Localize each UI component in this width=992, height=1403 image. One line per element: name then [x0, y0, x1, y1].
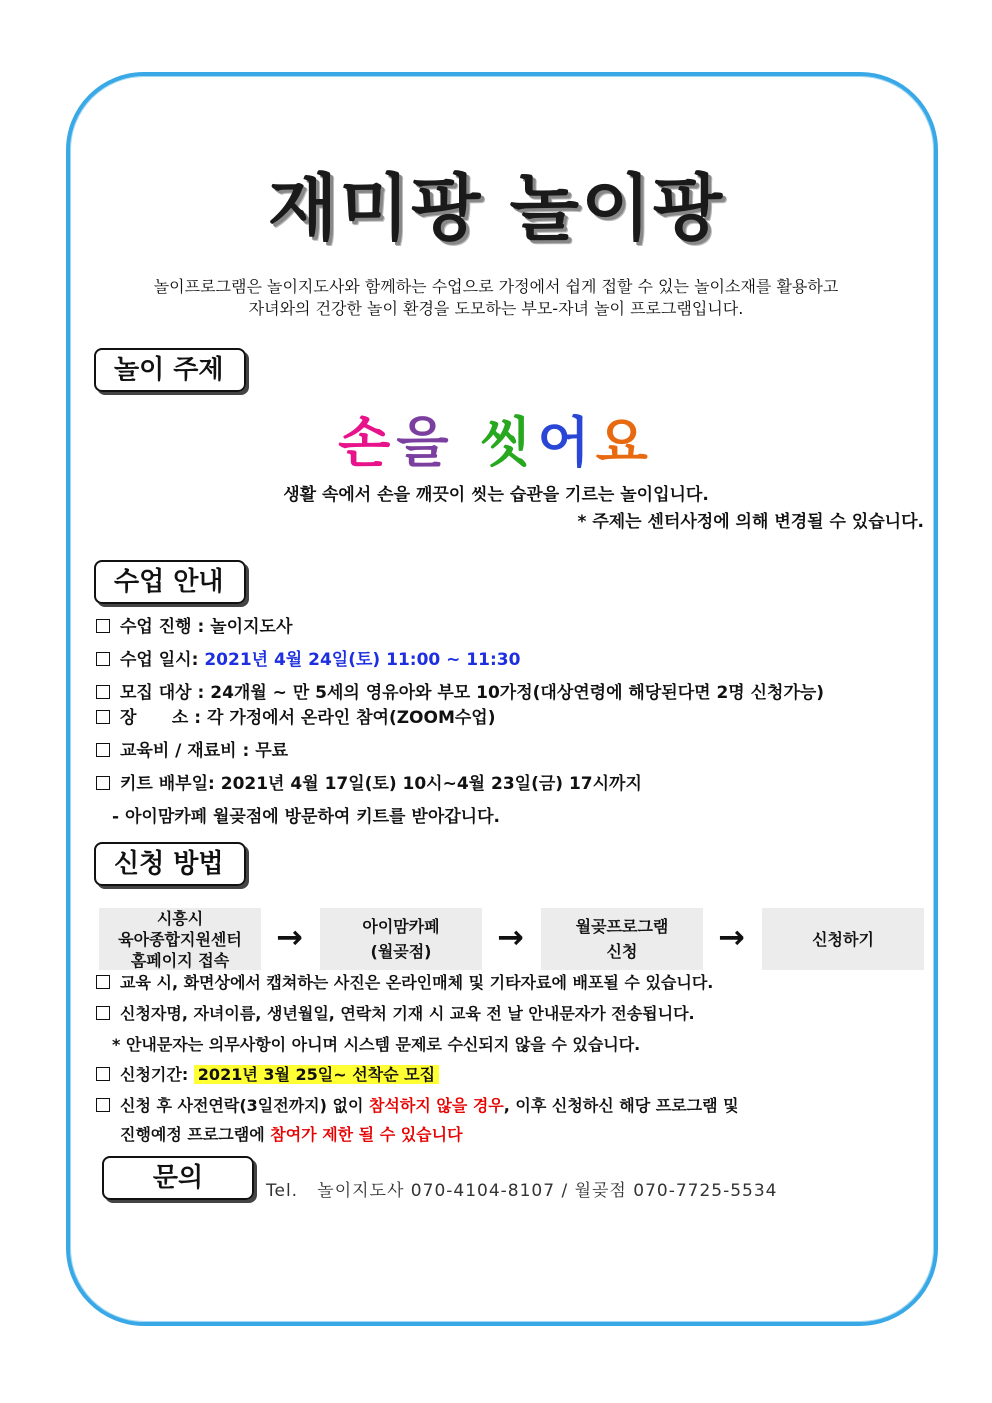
checkbox-icon: [96, 975, 110, 989]
intro-text: [0, 276, 992, 320]
apply-notice-photo: 교육 시, 화면상에서 캡쳐하는 사진은 온라인매체 및 기타자료에 배포될 수 있습니다.: [96, 972, 713, 994]
class-instructor: 수업 진행 : 놀이지도사: [96, 616, 292, 638]
theme-heading: 놀이 주제: [94, 348, 246, 392]
apply-warning-line-2: 진행예정 프로그램에 참여가 제한 될 수 있습니다: [120, 1125, 463, 1144]
class-target: 모집 대상 : 24개월 ~ 만 5세의 영유아와 부모 10가정(대상연령에 해당된다면 2명 신청가능): [96, 682, 824, 704]
checkbox-icon: [96, 710, 110, 724]
arrow-right-icon: →: [497, 918, 524, 956]
intro-line-1: 놀이프로그램은 놀이지도사와 함께하는 수업으로 가정에서 쉽게 접할 수 있는 놀이소재를 활용하고: [153, 277, 839, 296]
class-place: 장 소 : 각 가정에서 온라인 참여(ZOOM수업): [96, 707, 496, 729]
class-kit-note: - 아이맘카페 월곶점에 방문하여 키트를 받아갑니다.: [112, 807, 500, 827]
checkbox-icon: [96, 1098, 110, 1112]
theme-title-char-4: 어: [537, 411, 596, 474]
checkbox-icon: [96, 619, 110, 633]
checkbox-icon: [96, 652, 110, 666]
contact-heading: 문의: [102, 1156, 254, 1200]
theme-title-char-5: 요: [595, 411, 654, 474]
apply-step-3: 월곶프로그램 신청: [541, 908, 703, 970]
class-datetime: 수업 일시: 2021년 4월 24일(토) 11:00 ~ 11:30: [96, 649, 520, 671]
theme-title-char-2: 을: [396, 411, 455, 474]
checkbox-icon: [96, 776, 110, 790]
apply-notice-sms: 신청자명, 자녀이름, 생년월일, 연락처 기재 시 교육 전 날 안내문자가 전송됩니다.: [96, 1003, 695, 1025]
class-fee: 교육비 / 재료비 : 무료: [96, 740, 288, 762]
apply-warning-line-1: 신청 후 사전연락(3일전까지) 없이 참석하지 않을 경우, 이후 신청하신 해당 프로그램 및: [96, 1095, 739, 1117]
checkbox-icon: [96, 1067, 110, 1081]
apply-step-2: 아이맘카페 (월곶점): [320, 908, 482, 970]
checkbox-icon: [96, 1006, 110, 1020]
page-title: 재미팡 놀이팡: [267, 166, 725, 250]
class-info-heading: 수업 안내: [94, 560, 246, 604]
arrow-right-icon: →: [718, 918, 745, 956]
intro-line-2: 자녀와의 건강한 놀이 환경을 도모하는 부모-자녀 놀이 프로그램입니다.: [248, 299, 744, 318]
apply-step-1: 시흥시 육아종합지원센터 홈페이지 접속: [99, 908, 261, 970]
apply-notice-sms-note: * 안내문자는 의무사항이 아니며 시스템 문제로 수신되지 않을 수 있습니다.: [112, 1035, 641, 1054]
theme-title-char-1: 손: [338, 411, 397, 474]
checkbox-icon: [96, 685, 110, 699]
theme-note: * 주제는 센터사정에 의해 변경될 수 있습니다.: [577, 512, 924, 532]
apply-step-4: 신청하기: [762, 908, 924, 970]
checkbox-icon: [96, 743, 110, 757]
apply-heading: 신청 방법: [94, 842, 246, 886]
theme-description: 생활 속에서 손을 깨끗이 씻는 습관을 기르는 놀이입니다.: [283, 485, 709, 505]
class-kit: 키트 배부일: 2021년 4월 17일(토) 10시~4월 23일(금) 17시까지: [96, 773, 642, 795]
theme-title-char-3: 씻: [479, 411, 538, 474]
theme-title: [0, 400, 992, 477]
apply-period: 신청기간: 2021년 3월 25일~ 선착순 모집: [96, 1064, 439, 1086]
contact-text: Tel. 놀이지도사 070-4104-8107 / 월곶점 070-7725-5534: [266, 1181, 778, 1201]
arrow-right-icon: →: [276, 918, 303, 956]
